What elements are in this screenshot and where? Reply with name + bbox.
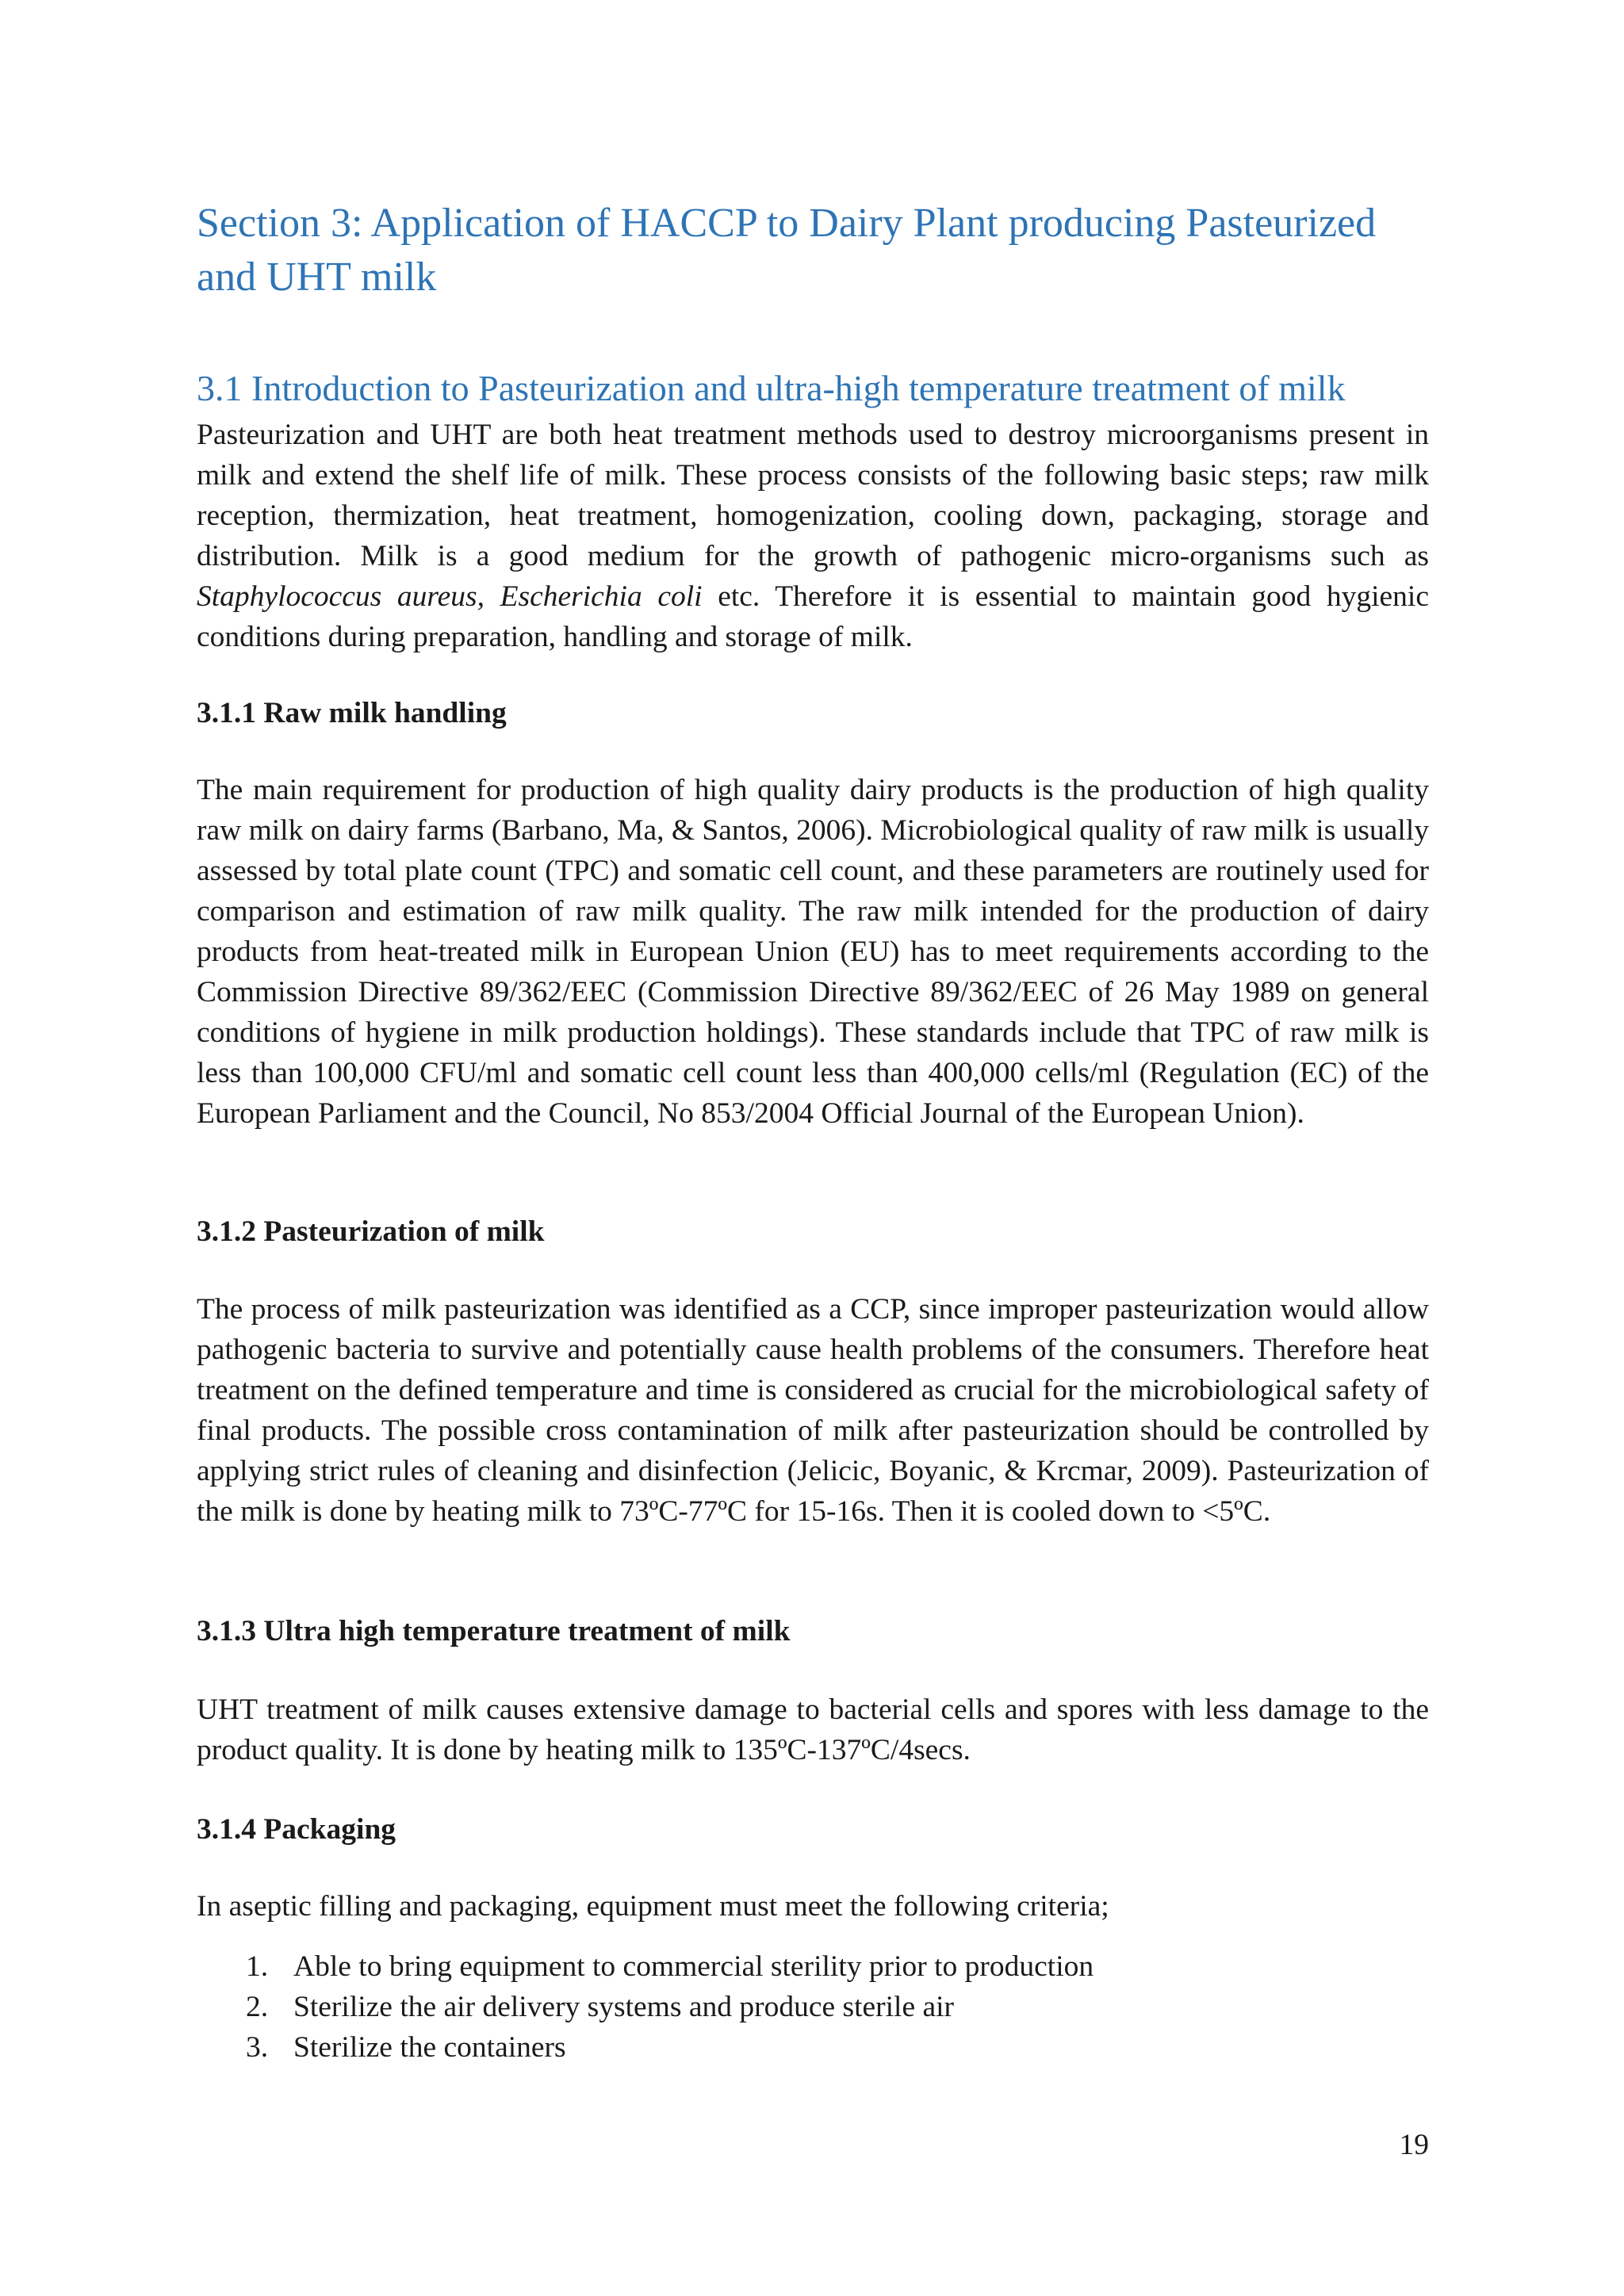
list-item-number: 1. [246,1950,269,1983]
uht-heading: 3.1.3 Ultra high temperature treatment of milk [197,1615,791,1647]
list-item [197,1987,1094,2027]
list-item-text: Sterilize the containers [293,2031,566,2064]
page-number: 19 [1399,2129,1429,2161]
pasteurization-paragraph: The process of milk pasteurization was identified as a CCP, since improper pasteurization would allow pathogenic bacteria to survive and potentially cause health problems of the consumers. Therefore heat treatment on the defined temperature and time is considered as crucial for the microbiological safety of final products. The possible cross contamination of milk after pasteurization should be controlled by applying strict rules of cleaning and disinfection (Jelicic, Boyanic, & Krcmar, 2009). Pasteurization of the milk is done by heating milk to 73ºC-77ºC for 15-16s. Then it is cooled down to <5ºC. [197,1293,1429,1528]
list-item-text: Sterilize the air delivery systems and produce sterile air [293,1991,955,2023]
intro-text-end: etc. Therefore it is essential to maintain good hygienic conditions during preparation, handling and storage of milk. [197,580,1429,653]
pasteurization-heading: 3.1.2 Pasteurization of milk [197,1215,545,1248]
list-item-number: 2. [246,1991,269,2023]
intro-italic-species: Staphylococcus aureus, Escherichia coli [197,580,703,613]
list-item [197,1946,1094,1987]
raw-milk-paragraph: The main requirement for production of high quality dairy products is the production of high quality raw milk on dairy farms (Barbano, Ma, & Santos, 2006). Microbiological quality of raw milk is usually assessed by total plate count (TPC) and somatic cell count, and these parameters are routinely used for comparison and estimation of raw milk quality. The raw milk intended for the production of dairy products from heat-treated milk in European Union (EU) has to meet requirements according to the Commission Directive 89/362/EEC (Commission Directive 89/362/EEC of 26 May 1989 on general conditions of hygiene in milk production holdings). These standards include that TPC of raw milk is less than 100,000 CFU/ml and somatic cell count less than 400,000 cells/ml (Regulation (EC) of the European Parliament and the Council, No 853/2004 Official Journal of the European Union). [197,774,1429,1130]
packaging-criteria-list [197,1946,1094,2068]
packaging-intro: In aseptic filling and packaging, equipment must meet the following criteria; [197,1890,1109,1923]
raw-milk-heading: 3.1.1 Raw milk handling [197,697,507,729]
intro-paragraph [197,415,1429,657]
list-item-number: 3. [246,2031,269,2064]
list-item-text: Able to bring equipment to commercial sterility prior to production [293,1950,1094,1983]
packaging-heading: 3.1.4 Packaging [197,1813,396,1846]
subsection-title: 3.1 Introduction to Pasteurization and ultra-high temperature treatment of milk [197,368,1346,408]
section-title: Section 3: Application of HACCP to Dairy Plant producing Pasteurized and UHT milk [197,201,1377,300]
list-item [197,2027,1094,2068]
uht-paragraph: UHT treatment of milk causes extensive damage to bacterial cells and spores with less damage to the product quality. It is done by heating milk to 135ºC-137ºC/4secs. [197,1693,1429,1766]
intro-text-start: Pasteurization and UHT are both heat treatment methods used to destroy microorganisms present in milk and extend the shelf life of milk. These process consists of the following basic steps; raw milk reception, thermization, heat treatment, homogenization, cooling down, packaging, storage and distribution. Milk is a good medium for the growth of pathogenic micro-organisms such as [197,419,1429,572]
